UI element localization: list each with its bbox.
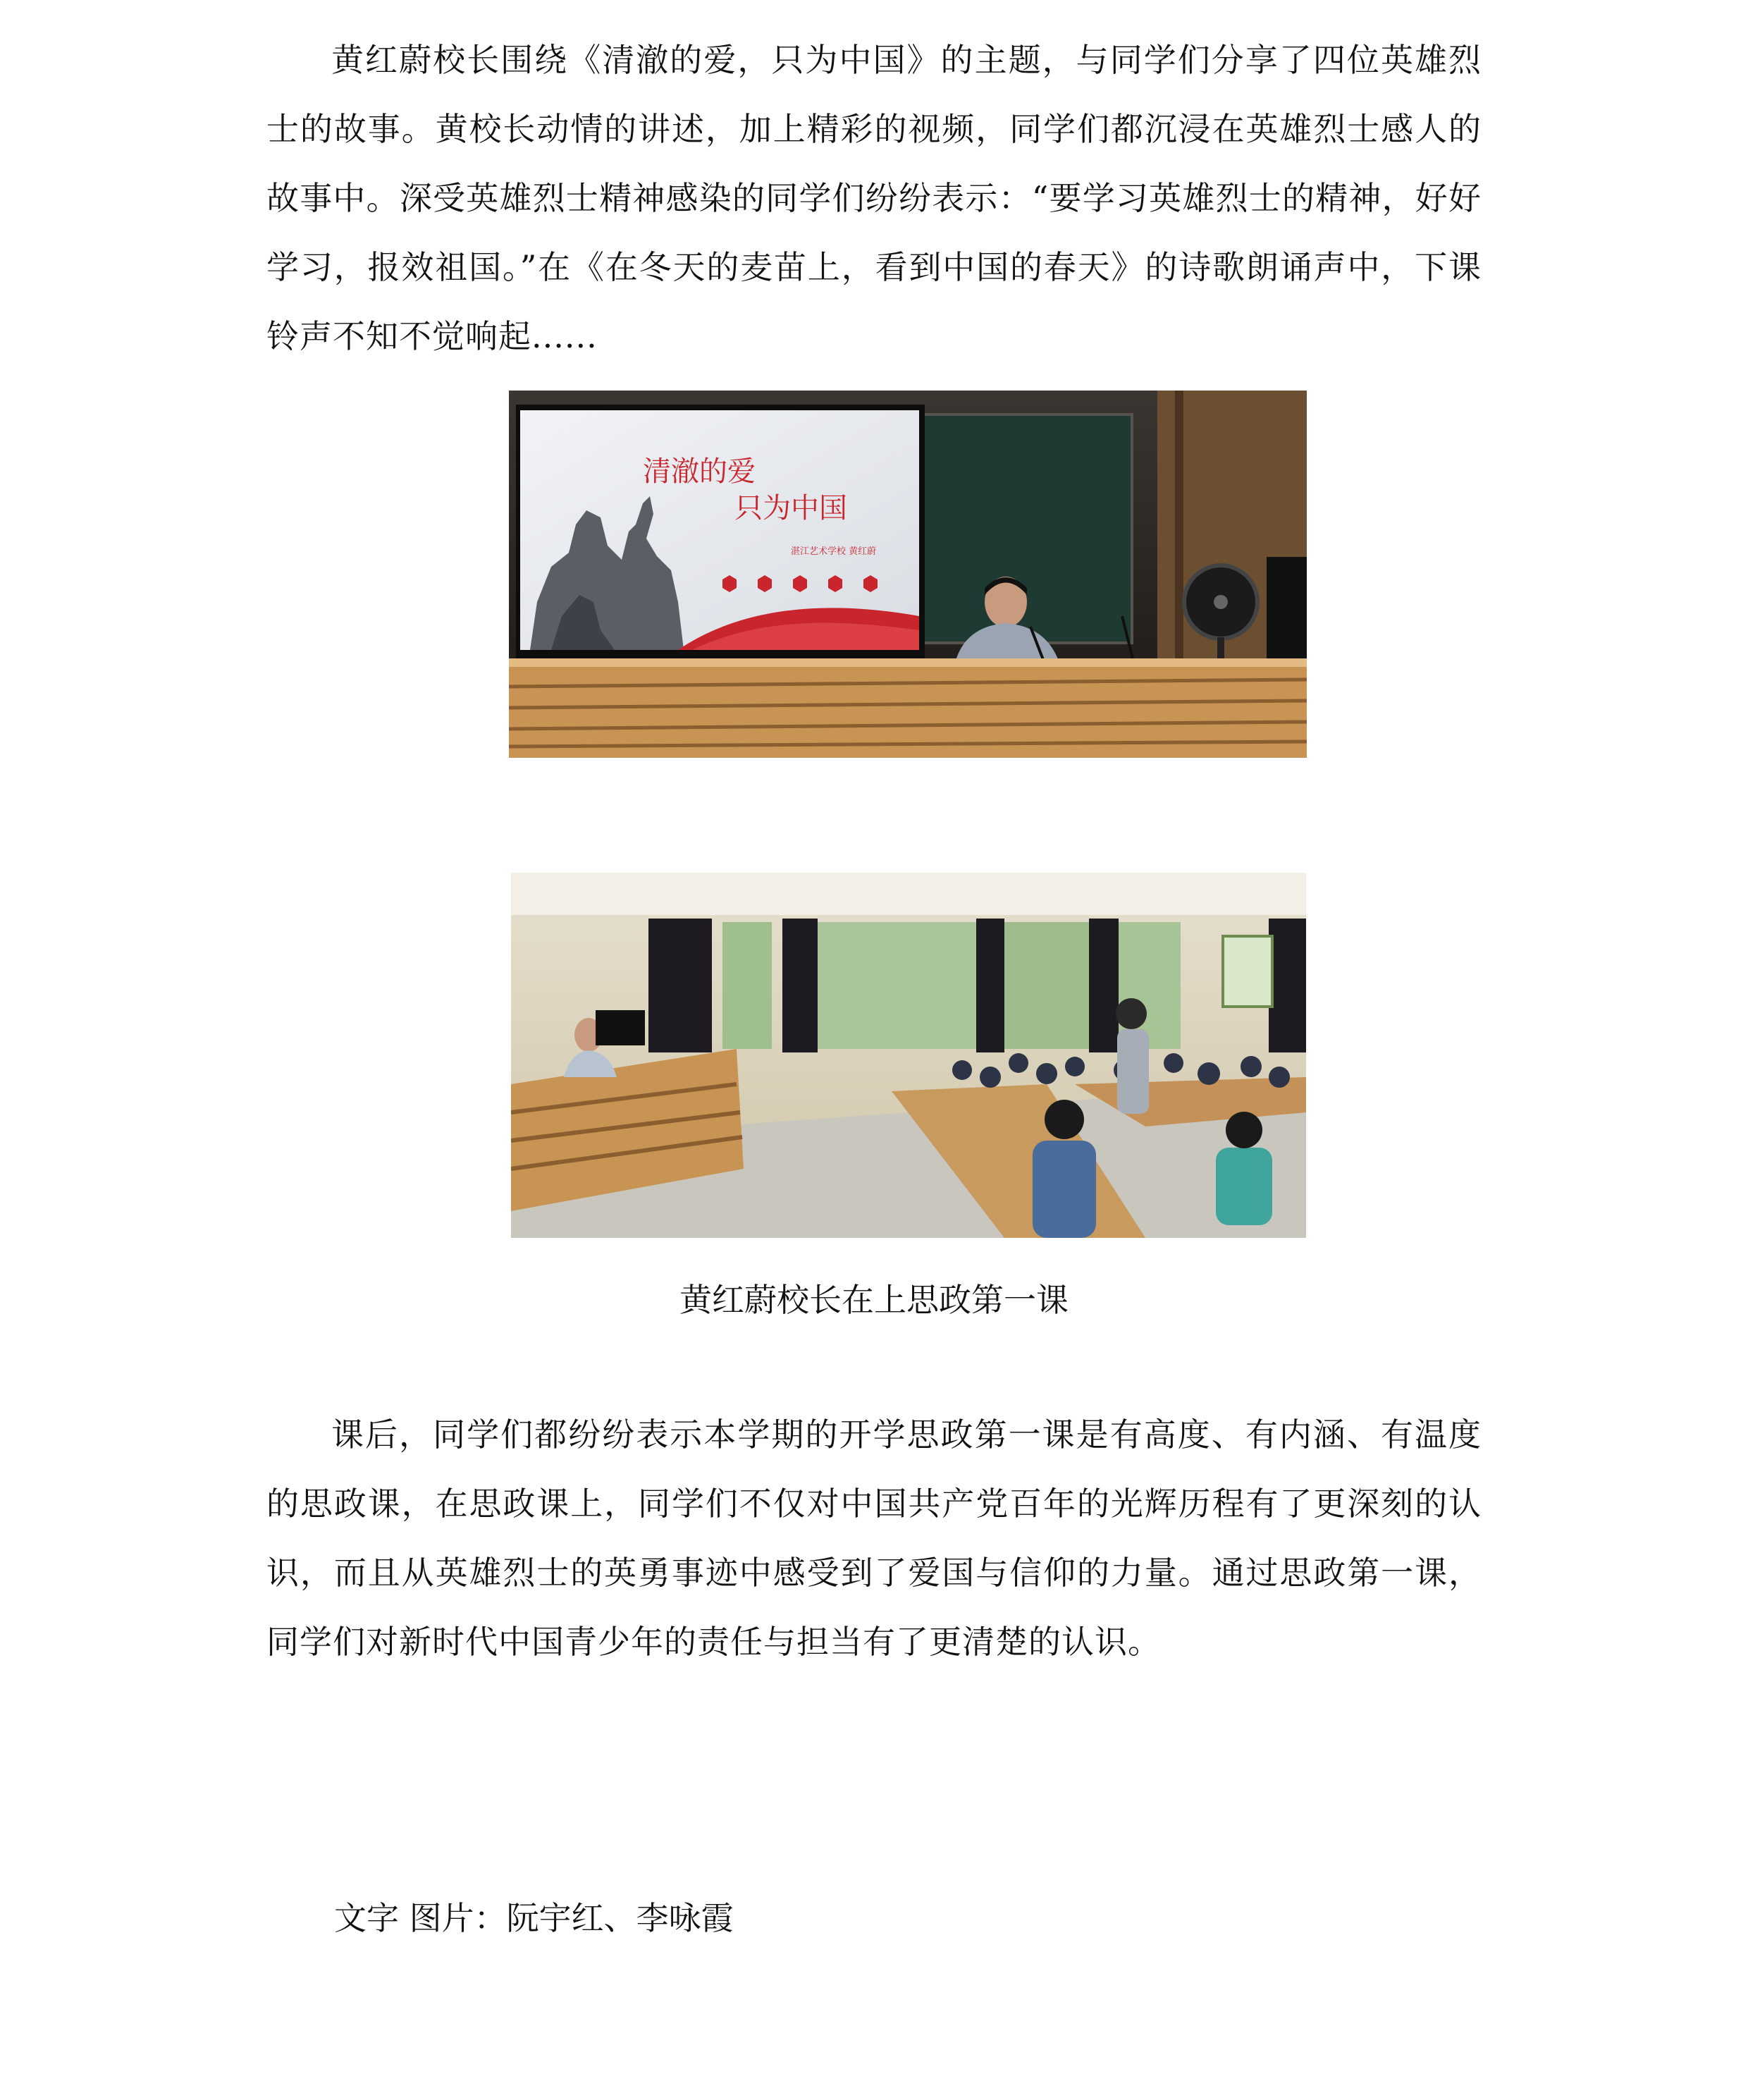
photo-caption: 黄红蔚校长在上思政第一课 xyxy=(679,1281,1069,1319)
photo-classroom-illustration xyxy=(511,873,1306,1238)
photo-principal-lecture xyxy=(509,391,1307,758)
paragraph-conclusion: 课后，同学们都纷纷表示本学期的开学思政第一课是有高度、有内涵、有温度的思政课，在思政课上，同学们不仅对中国共产党百年的光辉历程有了更深刻的认识，而且从英雄烈士的英勇事迹中感受到了爱国与信仰的力量。通过思政第一课，同学们对新时代中国青少年的责任与担当有了更清楚的认识。 xyxy=(266,1416,1482,1661)
photo-principal-lecture-illustration xyxy=(509,391,1307,758)
credit-line: 文字 图片：阮宇红、李咏霞 xyxy=(334,1899,734,1937)
photo-classroom xyxy=(511,873,1306,1238)
slide-title-line1: 清澈的爱 xyxy=(643,455,756,488)
slide-title-line2: 只为中国 xyxy=(734,492,847,524)
paragraph-intro: 黄红蔚校长围绕《清澈的爱，只为中国》的主题，与同学们分享了四位英雄烈士的故事。黄校长动情的讲述，加上精彩的视频，同学们都沉浸在英雄烈士感人的故事中。深受英雄烈士精神感染的同学们纷纷表示：“要学习英雄烈士的精神，好好学习，报效祖国。”在《在冬天的麦苗上，看到中国的春天》的诗歌朗诵声中，下课铃声不知不觉响起...... xyxy=(266,41,1482,355)
slide-subtitle: 湛江艺术学校 黄红蔚 xyxy=(791,546,877,557)
